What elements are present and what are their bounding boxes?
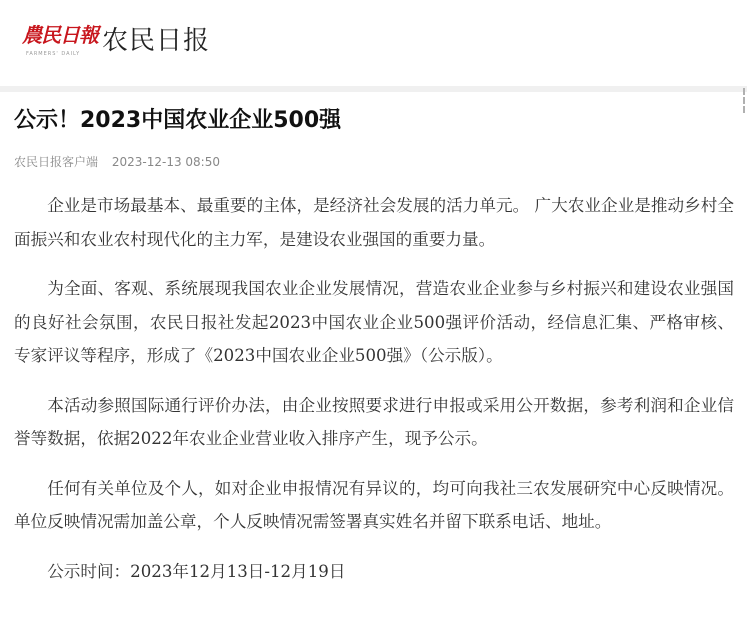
paragraph: 本活动参照国际通行评价办法，由企业按照要求进行申报或采用公开数据，参考利润和企业信誉等数据，依据2022年农业企业营业收入排序产生，现予公示。 (14, 395, 734, 448)
article-datetime: 2023-12-13 08:50 (111, 155, 220, 169)
publicity-period: 公示时间：2023年12月13日-12月19日 (47, 561, 346, 581)
brand-name[interactable]: 农民日报 (102, 26, 211, 56)
article-title: 公示！2023中国农业企业500强 (14, 108, 342, 133)
scrollbar-mark (743, 97, 745, 104)
page-header (0, 0, 747, 86)
logo-english-text: FARMERS' DAILY (26, 51, 81, 57)
paragraph: 企业是市场最基本、最重要的主体，是经济社会发展的活力单元。 广大农业企业是推动乡村全面振兴和农业农村现代化的主力军，是建设农业强国的重要力量。 (14, 196, 734, 249)
logo-calligraphy: 農民日報 (22, 23, 98, 47)
article-source[interactable]: 农民日报客户端 (14, 155, 99, 169)
scrollbar-mark (743, 88, 745, 95)
scrollbar[interactable] (741, 86, 747, 126)
paragraph: 为全面、客观、系统展现我国农业企业发展情况，营造农业企业参与乡村振兴和建设农业强国的良好社会氛围，农民日报社发起2023中国农业企业500强评价活动，经信息汇集、严格审核、专家评议等程序，形成了《2023中国农业企业500强》（公示版）。 (14, 279, 734, 365)
paragraph: 任何有关单位及个人，如对企业申报情况有异议的，均可向我社三农发展研究中心反映情况。单位反映情况需加盖公章，个人反映情况需签署真实姓名并留下联系电话、地址。 (14, 478, 734, 531)
article-body (14, 189, 734, 604)
header-divider (0, 86, 747, 92)
article-meta (14, 153, 220, 171)
farmers-daily-logo[interactable] (22, 20, 98, 62)
scrollbar-mark (743, 106, 745, 113)
